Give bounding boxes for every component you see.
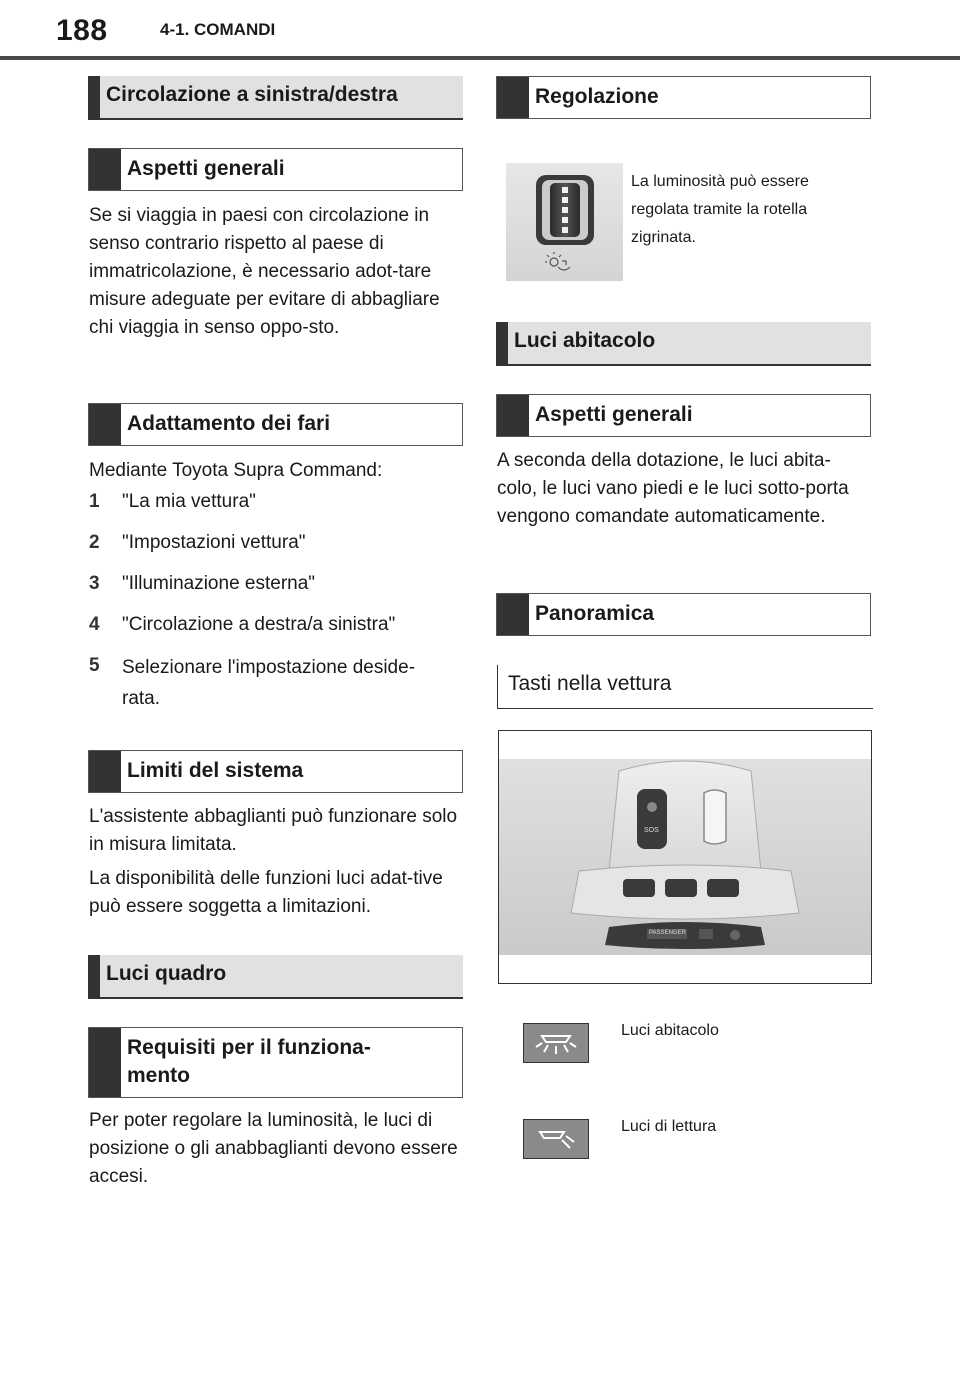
subsection-adattamento-fari <box>88 403 463 446</box>
reading-light-icon <box>523 1119 589 1159</box>
section-title: Circolazione a sinistra/destra <box>106 83 398 106</box>
section-circolazione <box>88 76 463 120</box>
subsection-title: Limiti del sistema <box>127 759 304 782</box>
subsection-title: Aspetti generali <box>127 157 285 180</box>
subsection-bar <box>497 77 529 118</box>
step-text: Selezionare l'impostazione deside-rata. <box>122 657 416 709</box>
paragraph-luci-abitacolo: A seconda della dotazione, le luci abita-colo, le luci vano piedi e le luci sotto-porta vengono comandate automaticamente. <box>497 450 849 527</box>
page-number: 188 <box>56 14 108 47</box>
subsection-title: Panoramica <box>535 602 655 625</box>
subsection-regolazione <box>496 76 871 119</box>
header-rule <box>0 56 960 60</box>
subsection-bar <box>89 751 121 792</box>
paragraph-intro: Mediante Toyota Supra Command: <box>89 460 383 481</box>
paragraph-circolazione: Se si viaggia in paesi con circolazione in senso contrario rispetto al paese di immatricolazione, è necessario adot-tare misure adeguate per evitare di abbagliare chi viaggia in senso oppo-sto. <box>89 205 440 338</box>
step-number: 5 <box>89 655 100 676</box>
paragraph-limiti-2: La disponibilità delle funzioni luci adat-tive può essere soggetta a limitazioni. <box>89 868 443 917</box>
passenger-label: PASSENGER <box>649 930 686 936</box>
step-text: "Impostazioni vettura" <box>122 532 306 553</box>
subsection-bar <box>497 594 529 635</box>
subsection-title: Regolazione <box>535 85 659 108</box>
subsection-bar <box>89 404 121 445</box>
subsection-bar <box>89 1028 121 1097</box>
tasti-title: Tasti nella vettura <box>508 672 672 695</box>
interior-light-icon <box>523 1023 589 1063</box>
section-title: Luci abitacolo <box>514 329 656 352</box>
section-luci-abitacolo <box>496 322 871 366</box>
subsection-limiti-sistema <box>88 750 463 793</box>
tasti-heading <box>497 665 873 709</box>
step-text: "Circolazione a destra/a sinistra" <box>122 614 396 635</box>
section-bar <box>496 322 508 364</box>
section-bar <box>88 955 100 997</box>
subsection-title: Adattamento dei fari <box>127 412 331 435</box>
subsection-title: Aspetti generali <box>535 403 693 426</box>
step-number: 2 <box>89 532 100 553</box>
subsection-aspetti-generali <box>88 148 463 191</box>
section-title: Luci quadro <box>106 962 227 985</box>
section-bar <box>88 76 100 118</box>
chapter-title: 4-1. COMANDI <box>160 20 276 39</box>
overhead-console-figure <box>498 730 872 984</box>
subsection-bar <box>497 395 529 436</box>
step-text: "Illuminazione esterna" <box>122 573 316 594</box>
subsection-bar <box>89 149 121 190</box>
step-text: "La mia vettura" <box>122 491 256 512</box>
icon1-label: Luci abitacolo <box>621 1022 719 1039</box>
subsection-panoramica <box>496 593 871 636</box>
paragraph-limiti-1: L'assistente abbaglianti può funzionare solo in misura limitata. <box>89 806 458 855</box>
regolazione-text: La luminosità può essere regolata tramite la rotella zigrinata. <box>631 173 809 246</box>
section-luci-quadro <box>88 955 463 999</box>
subsection-requisiti <box>88 1027 463 1098</box>
dimmer-wheel-image <box>506 163 623 281</box>
step-item <box>89 652 459 712</box>
step-number: 3 <box>89 573 100 594</box>
step-number: 4 <box>89 614 100 635</box>
paragraph-requisiti: Per poter regolare la luminosità, le luci di posizione o gli anabbaglianti devono essere accesi. <box>89 1110 458 1187</box>
subsection-title: Requisiti per il funziona-mento <box>127 1036 371 1087</box>
subsection-aspetti-generali-2 <box>496 394 871 437</box>
sos-label: SOS <box>644 827 659 834</box>
icon2-label: Luci di lettura <box>621 1118 717 1135</box>
step-number: 1 <box>89 491 100 512</box>
